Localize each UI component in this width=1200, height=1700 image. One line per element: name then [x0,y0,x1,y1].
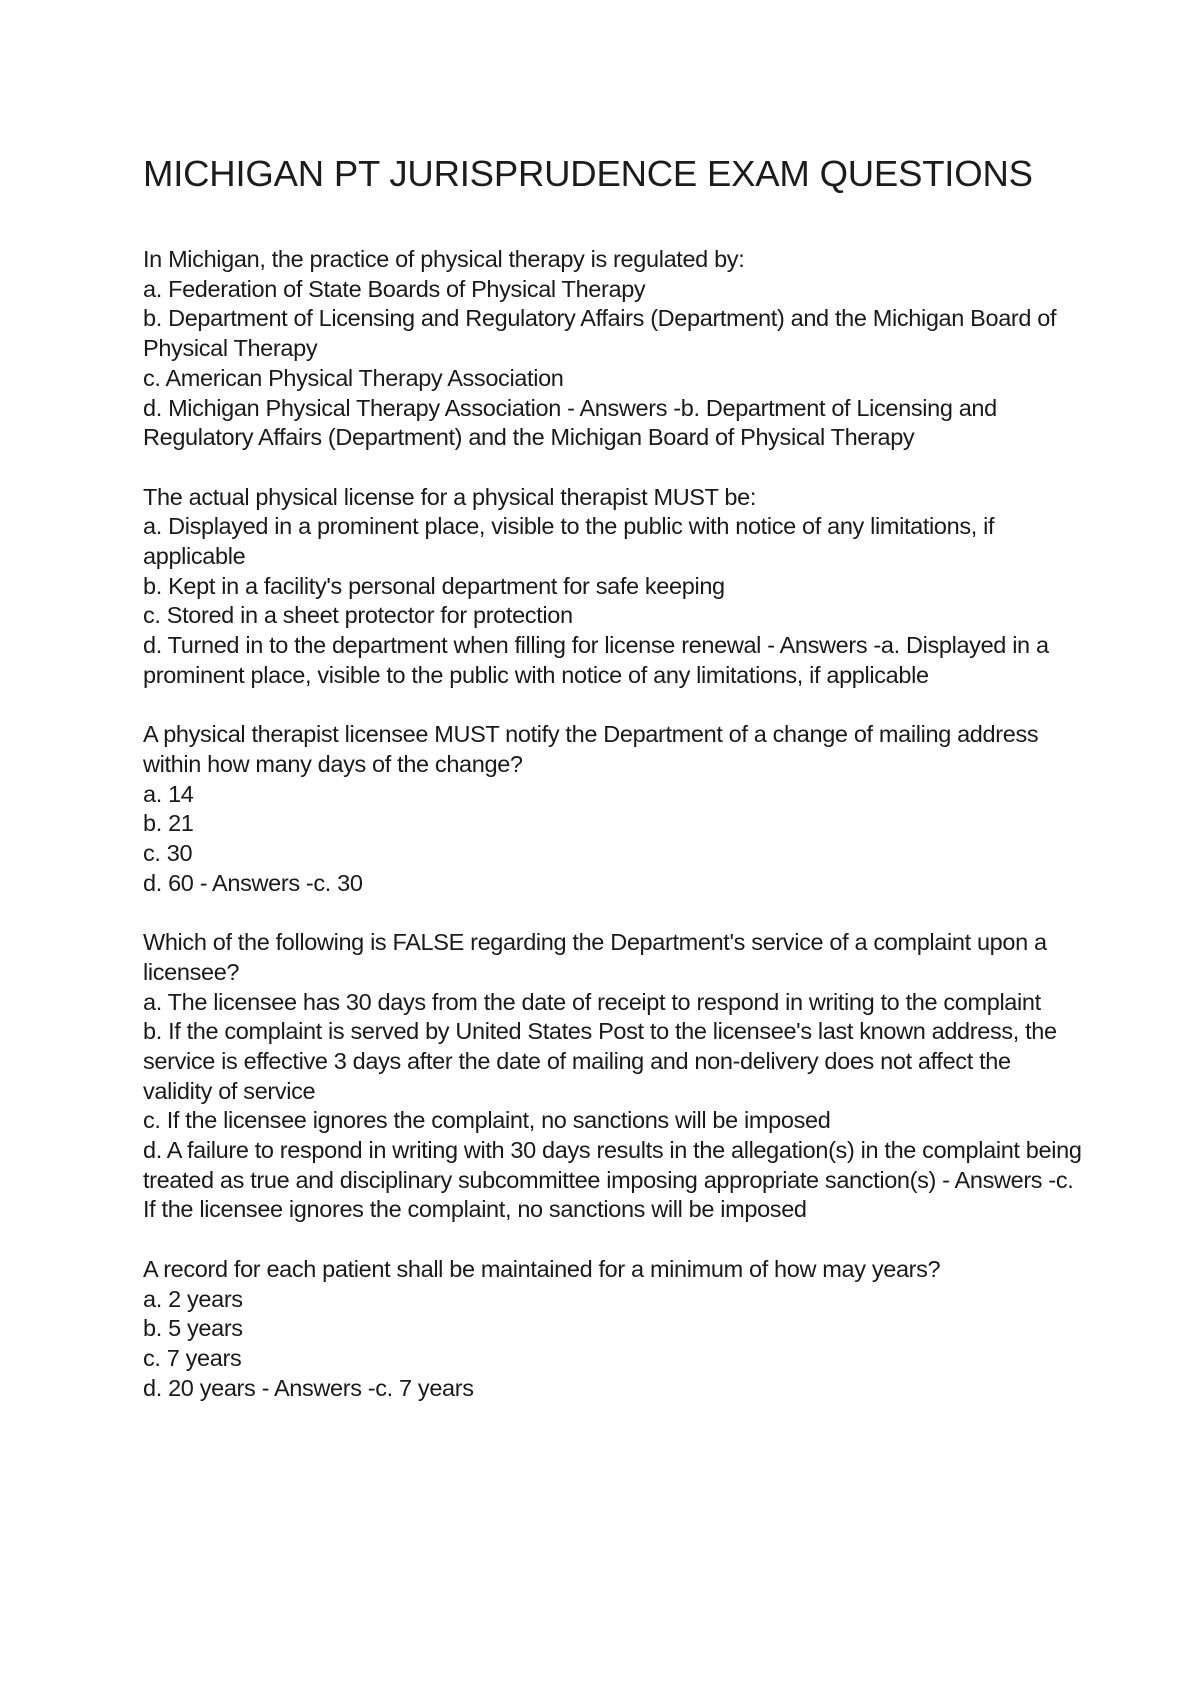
question-3-option-b: b. 21 [143,810,194,837]
question-5 [143,1255,1083,1404]
document-page [143,152,1083,1433]
question-3-option-d-answer: d. 60 - Answers -c. 30 [143,869,363,896]
question-1-option-a: a. Federation of State Boards of Physical Therapy [143,275,646,302]
question-5-prompt: A record for each patient shall be maintained for a minimum of how may years? [143,1255,941,1282]
question-2-option-c: c. Stored in a sheet protector for protection [143,602,573,629]
question-4-option-c: c. If the licensee ignores the complaint, no sanctions will be imposed [143,1107,831,1134]
question-1-option-b: b. Department of Licensing and Regulatory Affairs (Department) and the Michigan Board of Physical Therapy [143,305,1057,362]
question-2-option-a: a. Displayed in a prominent place, visible to the public with notice of any limitations, if applicable [143,513,995,570]
question-4-option-d-answer: d. A failure to respond in writing with 30 days results in the allegation(s) in the complaint being treated as true and disciplinary subcommittee imposing appropriate sanction(s) - Answers -c. If the licensee ignores the complaint, no sanctions will be imposed [143,1137,1082,1223]
question-3-prompt: A physical therapist licensee MUST notify the Department of a change of mailing address within how many days of the change? [143,721,1039,777]
question-5-option-d-answer: d. 20 years - Answers -c. 7 years [143,1374,474,1401]
question-4 [143,928,1083,1225]
question-5-option-b: b. 5 years [143,1315,243,1342]
question-1-prompt: In Michigan, the practice of physical therapy is regulated by: [143,246,745,272]
document-title: MICHIGAN PT JURISPRUDENCE EXAM QUESTIONS [143,153,1033,194]
question-2-option-d-answer: d. Turned in to the department when filling for license renewal - Answers -a. Displayed in a prominent place, visible to the public with notice of any limitations, if applicable [143,632,1049,688]
question-1-option-d-answer: d. Michigan Physical Therapy Association - Answers -b. Department of Licensing and Regulatory Affairs (Department) and the Michigan Board of Physical Therapy [143,394,997,451]
question-3-option-c: c. 30 [143,840,193,867]
question-4-option-b: b. If the complaint is served by United States Post to the licensee's last known address, the service is effective 3 days after the date of mailing and non-delivery does not affect the validity of service [143,1018,1057,1104]
question-1-option-c: c. American Physical Therapy Association [143,364,564,391]
question-4-option-a: a. The licensee has 30 days from the date of receipt to respond in writing to the complaint [143,988,1041,1015]
question-1 [143,245,1083,453]
question-5-option-c: c. 7 years [143,1344,242,1371]
question-2-option-b: b. Kept in a facility's personal department for safe keeping [143,572,725,599]
question-4-prompt: Which of the following is FALSE regarding the Department's service of a complaint upon a licensee? [143,929,1047,985]
question-list [143,245,1083,1403]
question-5-option-a: a. 2 years [143,1285,243,1312]
question-3 [143,720,1083,898]
question-2-prompt: The actual physical license for a physical therapist MUST be: [143,483,757,510]
question-2 [143,483,1083,691]
question-3-option-a: a. 14 [143,780,194,807]
